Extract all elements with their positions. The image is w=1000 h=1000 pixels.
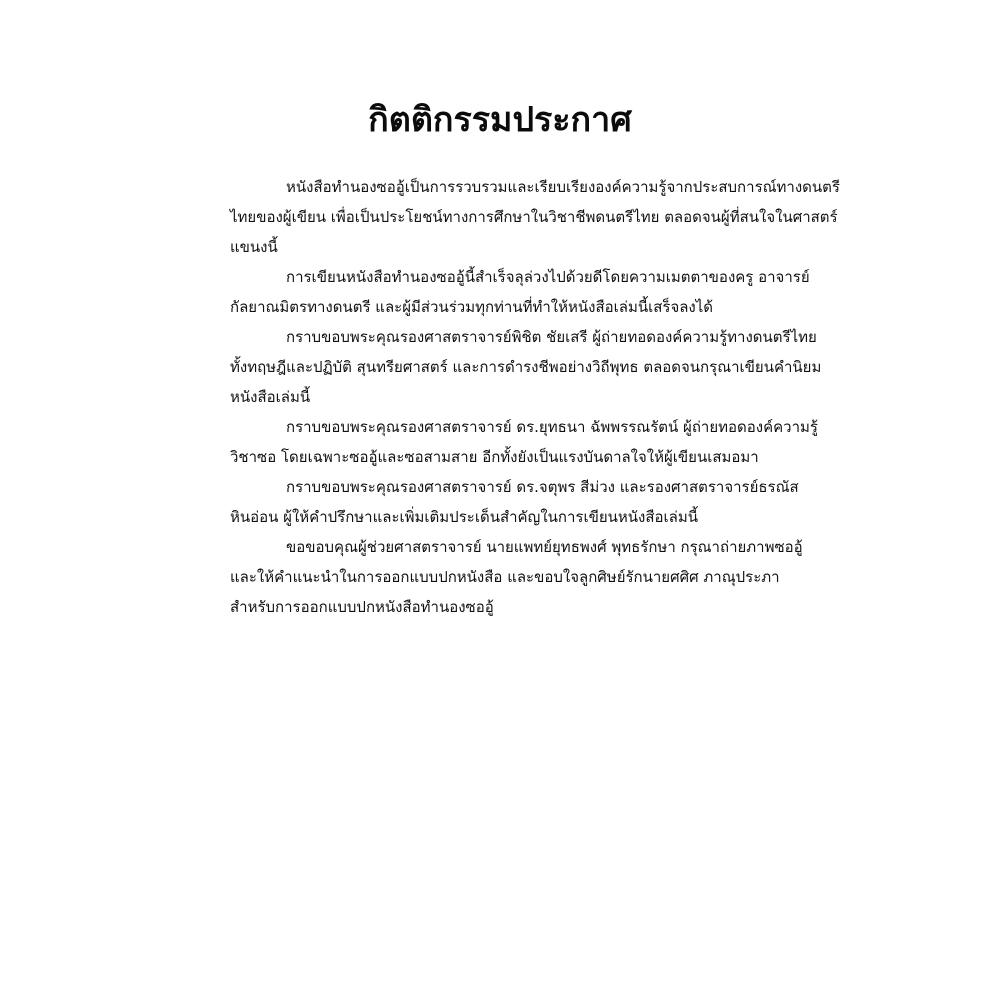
text-line: หนังสือทำนองซออู้เป็นการรวบรวมและเรียบเรียงองค์ความรู้จากประสบการณ์ทางดนตรี: [286, 178, 840, 196]
text-line: กราบขอบพระคุณรองศาสตราจารย์พิชิต ชัยเสรี ผู้ถ่ายทอดองค์ความรู้ทางดนตรีไทย: [286, 328, 817, 346]
text-line: และให้คำแนะนำในการออกแบบปกหนังสือ และขอบใจลูกศิษย์รักนายศศิศ ภาณุประภา: [230, 568, 780, 586]
text-line: ไทยของผู้เขียน เพื่อเป็นประโยชน์ทางการศึกษาในวิชาชีพดนตรีไทย ตลอดจนผู้ที่สนใจในศาสตร์: [230, 208, 838, 226]
text-line: ขอขอบคุณผู้ช่วยศาสตราจารย์ นายแพทย์ยุทธพงศ์ พุทธรักษา กรุณาถ่ายภาพซออู้: [286, 538, 803, 556]
text-line: การเขียนหนังสือทำนองซออู้นี้สำเร็จลุล่วงไปด้วยดีโดยความเมตตาของครู อาจารย์: [286, 268, 810, 286]
paragraph: [230, 322, 822, 412]
paragraph: [230, 172, 840, 262]
text-line: กราบขอบพระคุณรองศาสตราจารย์ ดร.ยุทธนา ฉัพพรรณรัตน์ ผู้ถ่ายทอดองค์ความรู้: [286, 418, 818, 436]
text-line: กราบขอบพระคุณรองศาสตราจารย์ ดร.จตุพร สีม่วง และรองศาสตราจารย์ธรณัส: [286, 478, 799, 496]
text-line: แขนงนี้: [230, 238, 278, 256]
paragraph: [230, 472, 799, 532]
paragraph: [230, 262, 810, 322]
text-line: หินอ่อน ผู้ให้คำปรึกษาและเพิ่มเติมประเด็นสำคัญในการเขียนหนังสือเล่มนี้: [230, 508, 698, 526]
page-title: กิตติกรรมประกาศ: [368, 100, 632, 140]
text-line: วิชาซอ โดยเฉพาะซออู้และซอสามสาย อีกทั้งยังเป็นแรงบันดาลใจให้ผู้เขียนเสมอมา: [230, 448, 759, 466]
text-line: กัลยาณมิตรทางดนตรี และผู้มีส่วนร่วมทุกท่านที่ทำให้หนังสือเล่มนี้เสร็จลงได้: [230, 298, 714, 316]
document-body: [230, 172, 840, 622]
text-line: สำหรับการออกแบบปกหนังสือทำนองซออู้: [230, 598, 494, 616]
paragraph: [230, 532, 803, 622]
text-line: ทั้งทฤษฎีและปฏิบัติ สุนทรียศาสตร์ และการดำรงชีพอย่างวิถีพุทธ ตลอดจนกรุณาเขียนคำนิยม: [230, 358, 822, 376]
text-line: หนังสือเล่มนี้: [230, 388, 311, 406]
paragraph: [230, 412, 818, 472]
